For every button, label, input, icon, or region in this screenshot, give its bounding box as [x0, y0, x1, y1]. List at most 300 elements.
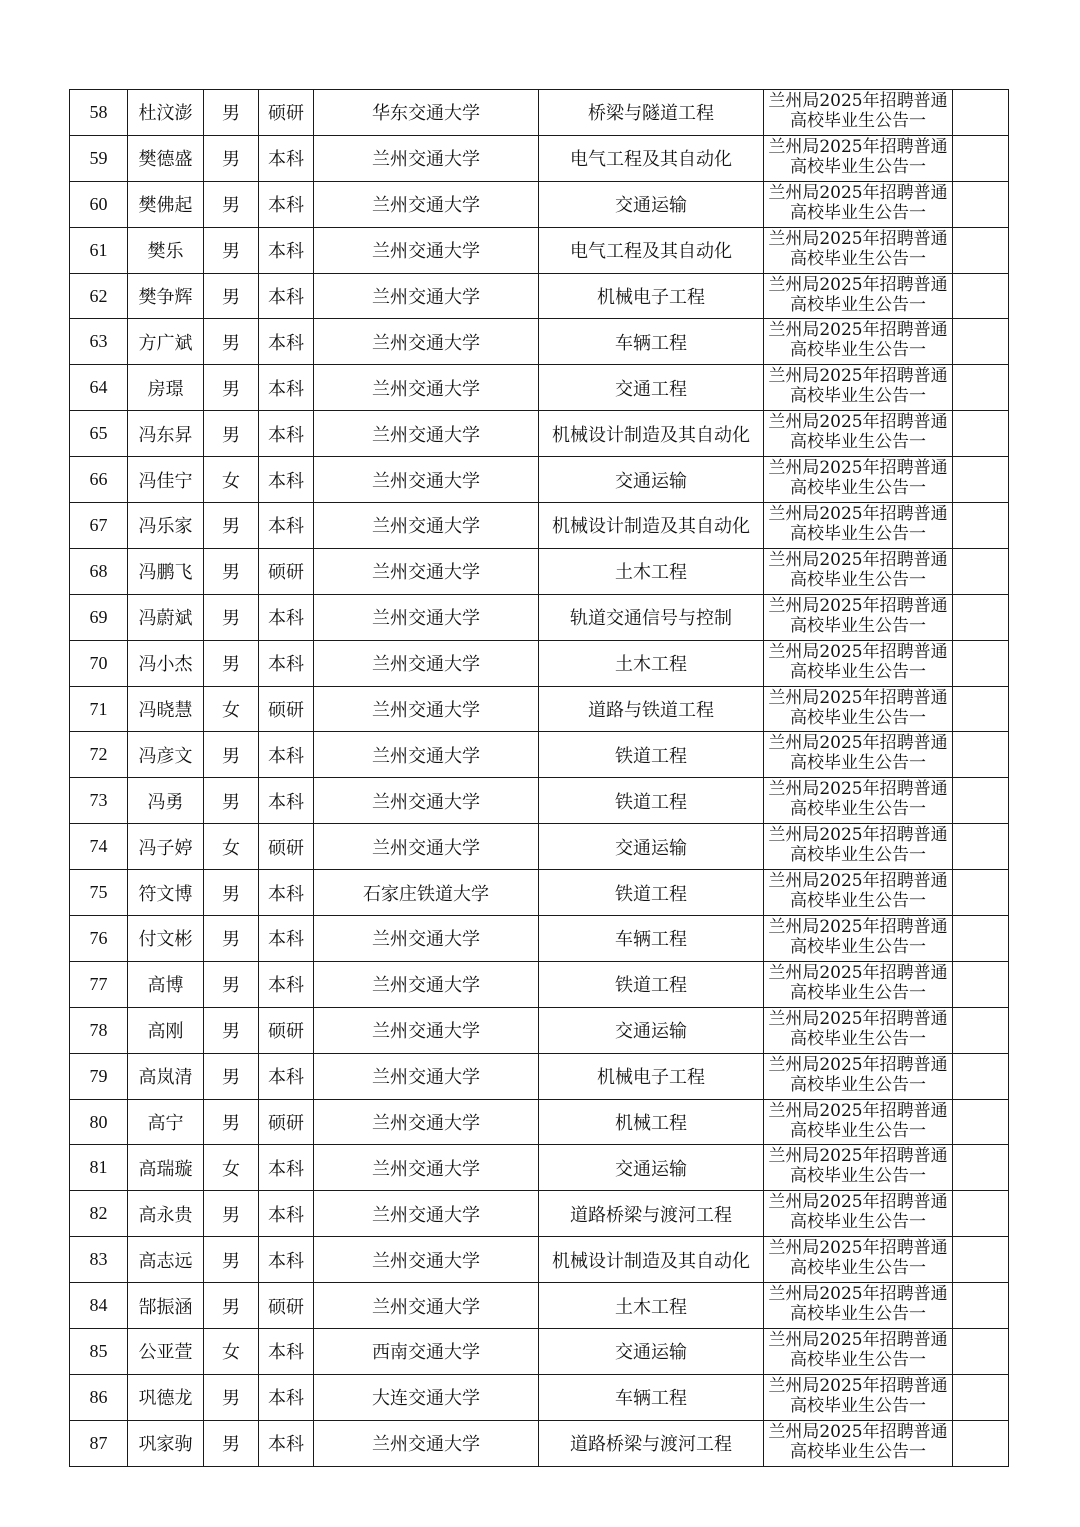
notice-line: 兰州局2025年招聘普通 — [768, 641, 948, 662]
school-cell: 兰州交通大学 — [314, 503, 539, 549]
row-number: 80 — [70, 1099, 128, 1145]
gender-cell: 男 — [204, 1053, 259, 1099]
notice-line: 高校毕业生公告一 — [790, 753, 926, 774]
notice-line: 兰州局2025年招聘普通 — [768, 1375, 948, 1396]
major-cell: 桥梁与隧道工程 — [539, 90, 764, 136]
remark-cell — [953, 503, 1009, 549]
remark-cell — [953, 135, 1009, 181]
gender-cell: 男 — [204, 1099, 259, 1145]
notice-cell — [764, 503, 953, 549]
table-row — [70, 548, 1009, 594]
notice-cell — [764, 1283, 953, 1329]
notice-cell — [764, 365, 953, 411]
notice-line: 高校毕业生公告一 — [790, 1304, 926, 1325]
major-cell: 交通运输 — [539, 1007, 764, 1053]
school-cell: 兰州交通大学 — [314, 732, 539, 778]
notice-cell — [764, 227, 953, 273]
degree-cell: 本科 — [259, 503, 314, 549]
notice-line: 高校毕业生公告一 — [790, 845, 926, 866]
table-row — [70, 135, 1009, 181]
notice-cell — [764, 1329, 953, 1375]
remark-cell — [953, 1191, 1009, 1237]
notice-cell — [764, 1007, 953, 1053]
gender-cell: 男 — [204, 594, 259, 640]
notice-line: 高校毕业生公告一 — [790, 248, 926, 269]
school-cell: 兰州交通大学 — [314, 1283, 539, 1329]
gender-cell: 男 — [204, 90, 259, 136]
degree-cell: 本科 — [259, 732, 314, 778]
name-cell: 巩德龙 — [128, 1374, 204, 1420]
school-cell: 兰州交通大学 — [314, 961, 539, 1007]
notice-line: 高校毕业生公告一 — [790, 707, 926, 728]
gender-cell: 男 — [204, 1374, 259, 1420]
school-cell: 西南交通大学 — [314, 1329, 539, 1375]
row-number: 58 — [70, 90, 128, 136]
notice-cell — [764, 181, 953, 227]
name-cell: 郜振涵 — [128, 1283, 204, 1329]
major-cell: 电气工程及其自动化 — [539, 227, 764, 273]
row-number: 86 — [70, 1374, 128, 1420]
notice-line: 高校毕业生公告一 — [790, 432, 926, 453]
notice-line: 兰州局2025年招聘普通 — [768, 595, 948, 616]
major-cell: 机械设计制造及其自动化 — [539, 503, 764, 549]
school-cell: 兰州交通大学 — [314, 411, 539, 457]
table-row — [70, 594, 1009, 640]
notice-cell — [764, 1191, 953, 1237]
row-number: 78 — [70, 1007, 128, 1053]
remark-cell — [953, 686, 1009, 732]
gender-cell: 男 — [204, 870, 259, 916]
name-cell: 高瑞璇 — [128, 1145, 204, 1191]
degree-cell: 本科 — [259, 916, 314, 962]
gender-cell: 男 — [204, 961, 259, 1007]
school-cell: 兰州交通大学 — [314, 1145, 539, 1191]
major-cell: 车辆工程 — [539, 916, 764, 962]
row-number: 59 — [70, 135, 128, 181]
remark-cell — [953, 778, 1009, 824]
major-cell: 道路桥梁与渡河工程 — [539, 1191, 764, 1237]
school-cell: 兰州交通大学 — [314, 594, 539, 640]
row-number: 69 — [70, 594, 128, 640]
gender-cell: 女 — [204, 1329, 259, 1375]
notice-line: 高校毕业生公告一 — [790, 569, 926, 590]
table-row — [70, 870, 1009, 916]
gender-cell: 男 — [204, 135, 259, 181]
major-cell: 土木工程 — [539, 640, 764, 686]
row-number: 68 — [70, 548, 128, 594]
notice-cell — [764, 594, 953, 640]
table-row — [70, 686, 1009, 732]
degree-cell: 本科 — [259, 319, 314, 365]
degree-cell: 本科 — [259, 181, 314, 227]
remark-cell — [953, 227, 1009, 273]
major-cell: 土木工程 — [539, 548, 764, 594]
major-cell: 道路桥梁与渡河工程 — [539, 1420, 764, 1466]
row-number: 84 — [70, 1283, 128, 1329]
notice-line: 兰州局2025年招聘普通 — [768, 458, 948, 479]
remark-cell — [953, 1007, 1009, 1053]
major-cell: 道路与铁道工程 — [539, 686, 764, 732]
notice-line: 兰州局2025年招聘普通 — [768, 1330, 948, 1351]
notice-line: 兰州局2025年招聘普通 — [768, 182, 948, 203]
table-row — [70, 1053, 1009, 1099]
school-cell: 兰州交通大学 — [314, 916, 539, 962]
school-cell: 兰州交通大学 — [314, 181, 539, 227]
notice-line: 高校毕业生公告一 — [790, 982, 926, 1003]
row-number: 65 — [70, 411, 128, 457]
name-cell: 巩家驹 — [128, 1420, 204, 1466]
notice-line: 兰州局2025年招聘普通 — [768, 1421, 948, 1442]
row-number: 70 — [70, 640, 128, 686]
degree-cell: 硕研 — [259, 1283, 314, 1329]
notice-line: 兰州局2025年招聘普通 — [768, 733, 948, 754]
notice-line: 兰州局2025年招聘普通 — [768, 962, 948, 983]
gender-cell: 男 — [204, 732, 259, 778]
table-row — [70, 1420, 1009, 1466]
name-cell: 房璟 — [128, 365, 204, 411]
notice-cell — [764, 1374, 953, 1420]
school-cell: 兰州交通大学 — [314, 227, 539, 273]
row-number: 66 — [70, 457, 128, 503]
row-number: 76 — [70, 916, 128, 962]
degree-cell: 本科 — [259, 1374, 314, 1420]
remark-cell — [953, 1329, 1009, 1375]
remark-cell — [953, 1053, 1009, 1099]
notice-cell — [764, 1420, 953, 1466]
remark-cell — [953, 365, 1009, 411]
major-cell: 交通运输 — [539, 824, 764, 870]
school-cell: 兰州交通大学 — [314, 1053, 539, 1099]
school-cell: 兰州交通大学 — [314, 1099, 539, 1145]
school-cell: 兰州交通大学 — [314, 1191, 539, 1237]
table-row — [70, 1099, 1009, 1145]
table-row — [70, 457, 1009, 503]
gender-cell: 男 — [204, 273, 259, 319]
notice-line: 高校毕业生公告一 — [790, 478, 926, 499]
row-number: 72 — [70, 732, 128, 778]
notice-cell — [764, 686, 953, 732]
notice-line: 兰州局2025年招聘普通 — [768, 320, 948, 341]
row-number: 67 — [70, 503, 128, 549]
degree-cell: 硕研 — [259, 824, 314, 870]
remark-cell — [953, 1374, 1009, 1420]
row-number: 75 — [70, 870, 128, 916]
notice-line: 高校毕业生公告一 — [790, 615, 926, 636]
recruitment-table — [69, 89, 1009, 1467]
notice-line: 兰州局2025年招聘普通 — [768, 871, 948, 892]
notice-line: 高校毕业生公告一 — [790, 340, 926, 361]
notice-line: 高校毕业生公告一 — [790, 1028, 926, 1049]
degree-cell: 本科 — [259, 1420, 314, 1466]
table-row — [70, 227, 1009, 273]
notice-line: 高校毕业生公告一 — [790, 1074, 926, 1095]
name-cell: 冯乐家 — [128, 503, 204, 549]
notice-line: 高校毕业生公告一 — [790, 799, 926, 820]
notice-cell — [764, 135, 953, 181]
table-row — [70, 824, 1009, 870]
name-cell: 冯蔚斌 — [128, 594, 204, 640]
major-cell: 土木工程 — [539, 1283, 764, 1329]
gender-cell: 男 — [204, 1283, 259, 1329]
row-number: 82 — [70, 1191, 128, 1237]
degree-cell: 硕研 — [259, 90, 314, 136]
row-number: 77 — [70, 961, 128, 1007]
degree-cell: 本科 — [259, 411, 314, 457]
table-row — [70, 319, 1009, 365]
gender-cell: 女 — [204, 824, 259, 870]
school-cell: 石家庄铁道大学 — [314, 870, 539, 916]
notice-cell — [764, 548, 953, 594]
degree-cell: 本科 — [259, 227, 314, 273]
gender-cell: 男 — [204, 503, 259, 549]
degree-cell: 本科 — [259, 778, 314, 824]
table-row — [70, 365, 1009, 411]
remark-cell — [953, 1420, 1009, 1466]
school-cell: 兰州交通大学 — [314, 778, 539, 824]
major-cell: 交通运输 — [539, 457, 764, 503]
table-row — [70, 1145, 1009, 1191]
school-cell: 兰州交通大学 — [314, 1237, 539, 1283]
remark-cell — [953, 824, 1009, 870]
remark-cell — [953, 870, 1009, 916]
notice-line: 高校毕业生公告一 — [790, 524, 926, 545]
notice-cell — [764, 824, 953, 870]
school-cell: 大连交通大学 — [314, 1374, 539, 1420]
major-cell: 铁道工程 — [539, 870, 764, 916]
notice-cell — [764, 778, 953, 824]
notice-line: 兰州局2025年招聘普通 — [768, 91, 948, 111]
name-cell: 高永贵 — [128, 1191, 204, 1237]
notice-line: 高校毕业生公告一 — [790, 111, 926, 131]
gender-cell: 男 — [204, 227, 259, 273]
notice-line: 高校毕业生公告一 — [790, 1258, 926, 1279]
gender-cell: 男 — [204, 778, 259, 824]
degree-cell: 硕研 — [259, 1099, 314, 1145]
major-cell: 机械设计制造及其自动化 — [539, 1237, 764, 1283]
name-cell: 冯东昇 — [128, 411, 204, 457]
notice-line: 高校毕业生公告一 — [790, 202, 926, 223]
major-cell: 轨道交通信号与控制 — [539, 594, 764, 640]
school-cell: 兰州交通大学 — [314, 1007, 539, 1053]
degree-cell: 本科 — [259, 1191, 314, 1237]
gender-cell: 男 — [204, 916, 259, 962]
gender-cell: 男 — [204, 1191, 259, 1237]
name-cell: 冯勇 — [128, 778, 204, 824]
remark-cell — [953, 548, 1009, 594]
table-row — [70, 1374, 1009, 1420]
name-cell: 冯小杰 — [128, 640, 204, 686]
notice-line: 高校毕业生公告一 — [790, 1441, 926, 1462]
name-cell: 高岚清 — [128, 1053, 204, 1099]
notice-line: 兰州局2025年招聘普通 — [768, 366, 948, 387]
notice-cell — [764, 90, 953, 136]
row-number: 71 — [70, 686, 128, 732]
degree-cell: 本科 — [259, 273, 314, 319]
notice-line: 兰州局2025年招聘普通 — [768, 825, 948, 846]
remark-cell — [953, 732, 1009, 778]
remark-cell — [953, 319, 1009, 365]
notice-cell — [764, 457, 953, 503]
notice-line: 兰州局2025年招聘普通 — [768, 136, 948, 157]
major-cell: 铁道工程 — [539, 732, 764, 778]
major-cell: 交通运输 — [539, 1329, 764, 1375]
notice-line: 兰州局2025年招聘普通 — [768, 1054, 948, 1075]
school-cell: 兰州交通大学 — [314, 824, 539, 870]
notice-cell — [764, 870, 953, 916]
row-number: 73 — [70, 778, 128, 824]
row-number: 79 — [70, 1053, 128, 1099]
degree-cell: 本科 — [259, 135, 314, 181]
major-cell: 铁道工程 — [539, 961, 764, 1007]
row-number: 61 — [70, 227, 128, 273]
degree-cell: 本科 — [259, 457, 314, 503]
notice-line: 高校毕业生公告一 — [790, 1166, 926, 1187]
notice-line: 高校毕业生公告一 — [790, 294, 926, 315]
notice-cell — [764, 411, 953, 457]
table-row — [70, 411, 1009, 457]
degree-cell: 本科 — [259, 1237, 314, 1283]
gender-cell: 男 — [204, 640, 259, 686]
table-row — [70, 961, 1009, 1007]
school-cell: 兰州交通大学 — [314, 1420, 539, 1466]
notice-cell — [764, 1053, 953, 1099]
name-cell: 高志远 — [128, 1237, 204, 1283]
major-cell: 机械电子工程 — [539, 273, 764, 319]
notice-line: 兰州局2025年招聘普通 — [768, 687, 948, 708]
gender-cell: 女 — [204, 1145, 259, 1191]
major-cell: 机械电子工程 — [539, 1053, 764, 1099]
major-cell: 交通运输 — [539, 181, 764, 227]
degree-cell: 硕研 — [259, 686, 314, 732]
remark-cell — [953, 1099, 1009, 1145]
remark-cell — [953, 594, 1009, 640]
major-cell: 交通运输 — [539, 1145, 764, 1191]
notice-cell — [764, 1237, 953, 1283]
remark-cell — [953, 1145, 1009, 1191]
school-cell: 兰州交通大学 — [314, 686, 539, 732]
major-cell: 电气工程及其自动化 — [539, 135, 764, 181]
major-cell: 车辆工程 — [539, 1374, 764, 1420]
gender-cell: 男 — [204, 411, 259, 457]
notice-line: 兰州局2025年招聘普通 — [768, 1008, 948, 1029]
table-row — [70, 1329, 1009, 1375]
table-row — [70, 1237, 1009, 1283]
major-cell: 铁道工程 — [539, 778, 764, 824]
table-row — [70, 732, 1009, 778]
school-cell: 兰州交通大学 — [314, 457, 539, 503]
gender-cell: 男 — [204, 181, 259, 227]
table-row — [70, 640, 1009, 686]
remark-cell — [953, 640, 1009, 686]
remark-cell — [953, 411, 1009, 457]
row-number: 83 — [70, 1237, 128, 1283]
gender-cell: 男 — [204, 365, 259, 411]
notice-line: 高校毕业生公告一 — [790, 1350, 926, 1371]
row-number: 62 — [70, 273, 128, 319]
degree-cell: 本科 — [259, 1329, 314, 1375]
notice-line: 高校毕业生公告一 — [790, 1212, 926, 1233]
notice-line: 高校毕业生公告一 — [790, 156, 926, 177]
school-cell: 兰州交通大学 — [314, 273, 539, 319]
name-cell: 樊佛起 — [128, 181, 204, 227]
name-cell: 公亚萱 — [128, 1329, 204, 1375]
name-cell: 樊德盛 — [128, 135, 204, 181]
notice-line: 高校毕业生公告一 — [790, 937, 926, 958]
school-cell: 兰州交通大学 — [314, 548, 539, 594]
degree-cell: 本科 — [259, 1145, 314, 1191]
school-cell: 兰州交通大学 — [314, 135, 539, 181]
remark-cell — [953, 181, 1009, 227]
name-cell: 樊乐 — [128, 227, 204, 273]
gender-cell: 女 — [204, 686, 259, 732]
name-cell: 方广斌 — [128, 319, 204, 365]
notice-line: 兰州局2025年招聘普通 — [768, 1284, 948, 1305]
table-row — [70, 503, 1009, 549]
remark-cell — [953, 90, 1009, 136]
name-cell: 冯彦文 — [128, 732, 204, 778]
remark-cell — [953, 273, 1009, 319]
row-number: 63 — [70, 319, 128, 365]
gender-cell: 女 — [204, 457, 259, 503]
table-row — [70, 778, 1009, 824]
table-row — [70, 90, 1009, 136]
notice-line: 兰州局2025年招聘普通 — [768, 228, 948, 249]
row-number: 85 — [70, 1329, 128, 1375]
notice-line: 高校毕业生公告一 — [790, 1120, 926, 1141]
table-row — [70, 181, 1009, 227]
name-cell: 高宁 — [128, 1099, 204, 1145]
name-cell: 冯佳宁 — [128, 457, 204, 503]
notice-line: 兰州局2025年招聘普通 — [768, 412, 948, 433]
remark-cell — [953, 1237, 1009, 1283]
notice-cell — [764, 961, 953, 1007]
row-number: 64 — [70, 365, 128, 411]
degree-cell: 硕研 — [259, 548, 314, 594]
school-cell: 兰州交通大学 — [314, 319, 539, 365]
gender-cell: 男 — [204, 1007, 259, 1053]
major-cell: 机械设计制造及其自动化 — [539, 411, 764, 457]
notice-cell — [764, 1099, 953, 1145]
name-cell: 符文博 — [128, 870, 204, 916]
row-number: 60 — [70, 181, 128, 227]
notice-line: 高校毕业生公告一 — [790, 891, 926, 912]
notice-line: 兰州局2025年招聘普通 — [768, 504, 948, 525]
notice-line: 兰州局2025年招聘普通 — [768, 274, 948, 295]
school-cell: 兰州交通大学 — [314, 640, 539, 686]
notice-line: 兰州局2025年招聘普通 — [768, 1192, 948, 1213]
notice-cell — [764, 732, 953, 778]
name-cell: 高刚 — [128, 1007, 204, 1053]
notice-line: 高校毕业生公告一 — [790, 1395, 926, 1416]
notice-cell — [764, 1145, 953, 1191]
notice-cell — [764, 640, 953, 686]
gender-cell: 男 — [204, 1420, 259, 1466]
notice-line: 兰州局2025年招聘普通 — [768, 1100, 948, 1121]
school-cell: 兰州交通大学 — [314, 365, 539, 411]
table-row — [70, 1007, 1009, 1053]
row-number: 81 — [70, 1145, 128, 1191]
row-number: 74 — [70, 824, 128, 870]
remark-cell — [953, 916, 1009, 962]
name-cell: 高博 — [128, 961, 204, 1007]
notice-line: 高校毕业生公告一 — [790, 661, 926, 682]
table-row — [70, 1191, 1009, 1237]
gender-cell: 男 — [204, 319, 259, 365]
gender-cell: 男 — [204, 1237, 259, 1283]
degree-cell: 本科 — [259, 870, 314, 916]
table-row — [70, 273, 1009, 319]
notice-line: 高校毕业生公告一 — [790, 386, 926, 407]
